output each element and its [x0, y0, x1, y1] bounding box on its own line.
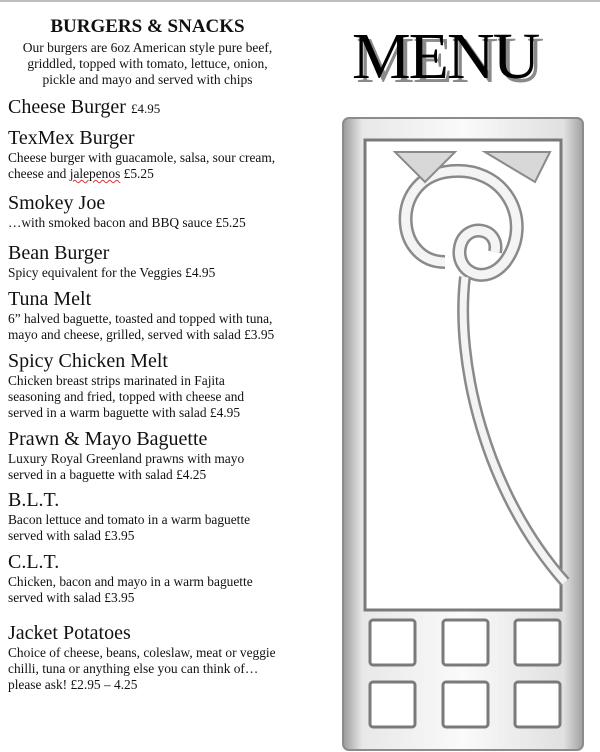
top-border [0, 0, 600, 2]
menu-item-blt [8, 489, 303, 544]
desc-line: Spicy equivalent for the Veggies £4.95 [8, 265, 216, 280]
item-name: Spicy Chicken Melt [8, 350, 168, 372]
item-name: Cheese Burger [8, 96, 126, 118]
intro-line: griddled, topped with tomato, lettuce, onion, [27, 56, 268, 71]
desc-line [8, 166, 303, 182]
item-desc [8, 311, 303, 343]
item-name: TexMex Burger [8, 127, 135, 149]
item-name: C.L.T. [8, 551, 60, 573]
menu-item-clt [8, 551, 303, 606]
menu-item-smokey-joe [8, 192, 303, 231]
intro-line: pickle and mayo and served with chips [42, 72, 253, 87]
menu-item-jacket-potatoes [8, 622, 303, 693]
item-desc [8, 150, 303, 182]
item-name: Smokey Joe [8, 192, 106, 214]
item-desc [8, 215, 303, 231]
item-name: B.L.T. [8, 489, 60, 511]
item-name: Bean Burger [8, 242, 110, 264]
item-desc [8, 265, 303, 281]
item-price: £5.25 [120, 166, 154, 181]
rose-panel-icon [335, 112, 595, 752]
section-heading: BURGERS & SNACKS [50, 16, 245, 37]
desc-line: served with salad £3.95 [8, 528, 135, 543]
menu-item-bean-burger [8, 242, 303, 281]
item-name: Tuna Melt [8, 288, 92, 310]
item-price: £4.95 [130, 101, 161, 116]
misspelled-word: jalepenos [69, 166, 121, 181]
item-name: Jacket Potatoes [8, 622, 131, 644]
item-desc [8, 451, 303, 483]
menu-item-spicy-chicken-melt [8, 350, 303, 421]
desc-line: please ask! £2.95 – 4.25 [8, 677, 138, 692]
desc-line: Bacon lettuce and tomato in a warm baguette [8, 512, 251, 527]
desc-line: Cheese burger with guacamole, salsa, sour cream, [8, 150, 276, 165]
desc-line: served in a baguette with salad £4.25 [8, 467, 207, 482]
menu-item-texmex-burger [8, 127, 303, 182]
menu-item-prawn-mayo-baguette [8, 428, 303, 483]
desc-line: chilli, tuna or anything else you can think of… [8, 661, 259, 676]
menu-title: MENU [352, 20, 539, 93]
menu-item-tuna-melt [8, 288, 303, 343]
desc-line: seasoning and fried, topped with cheese and [8, 389, 245, 404]
item-desc [8, 645, 303, 693]
desc-line: Luxury Royal Greenland prawns with mayo [8, 451, 245, 466]
desc-line: served with salad £3.95 [8, 590, 135, 605]
desc-line: 6” halved baguette, toasted and topped with tuna, [8, 311, 273, 326]
desc-line: Choice of cheese, beans, coleslaw, meat or veggie [8, 645, 276, 660]
section-intro [8, 40, 287, 88]
desc-line: Chicken breast strips marinated in Fajita [8, 373, 225, 388]
desc-line: mayo and cheese, grilled, served with salad £3.95 [8, 327, 275, 342]
item-desc [8, 512, 303, 544]
desc-text: cheese and [8, 166, 70, 181]
menu-item-cheese-burger [8, 96, 303, 120]
item-desc [8, 574, 303, 606]
intro-line: Our burgers are 6oz American style pure beef, [22, 40, 273, 55]
desc-line: Chicken, bacon and mayo in a warm baguette [8, 574, 253, 589]
item-desc [8, 373, 303, 421]
desc-line: served in a warm baguette with salad £4.95 [8, 405, 241, 420]
item-name: Prawn & Mayo Baguette [8, 428, 208, 450]
desc-line: …with smoked bacon and BBQ sauce £5.25 [8, 215, 246, 230]
